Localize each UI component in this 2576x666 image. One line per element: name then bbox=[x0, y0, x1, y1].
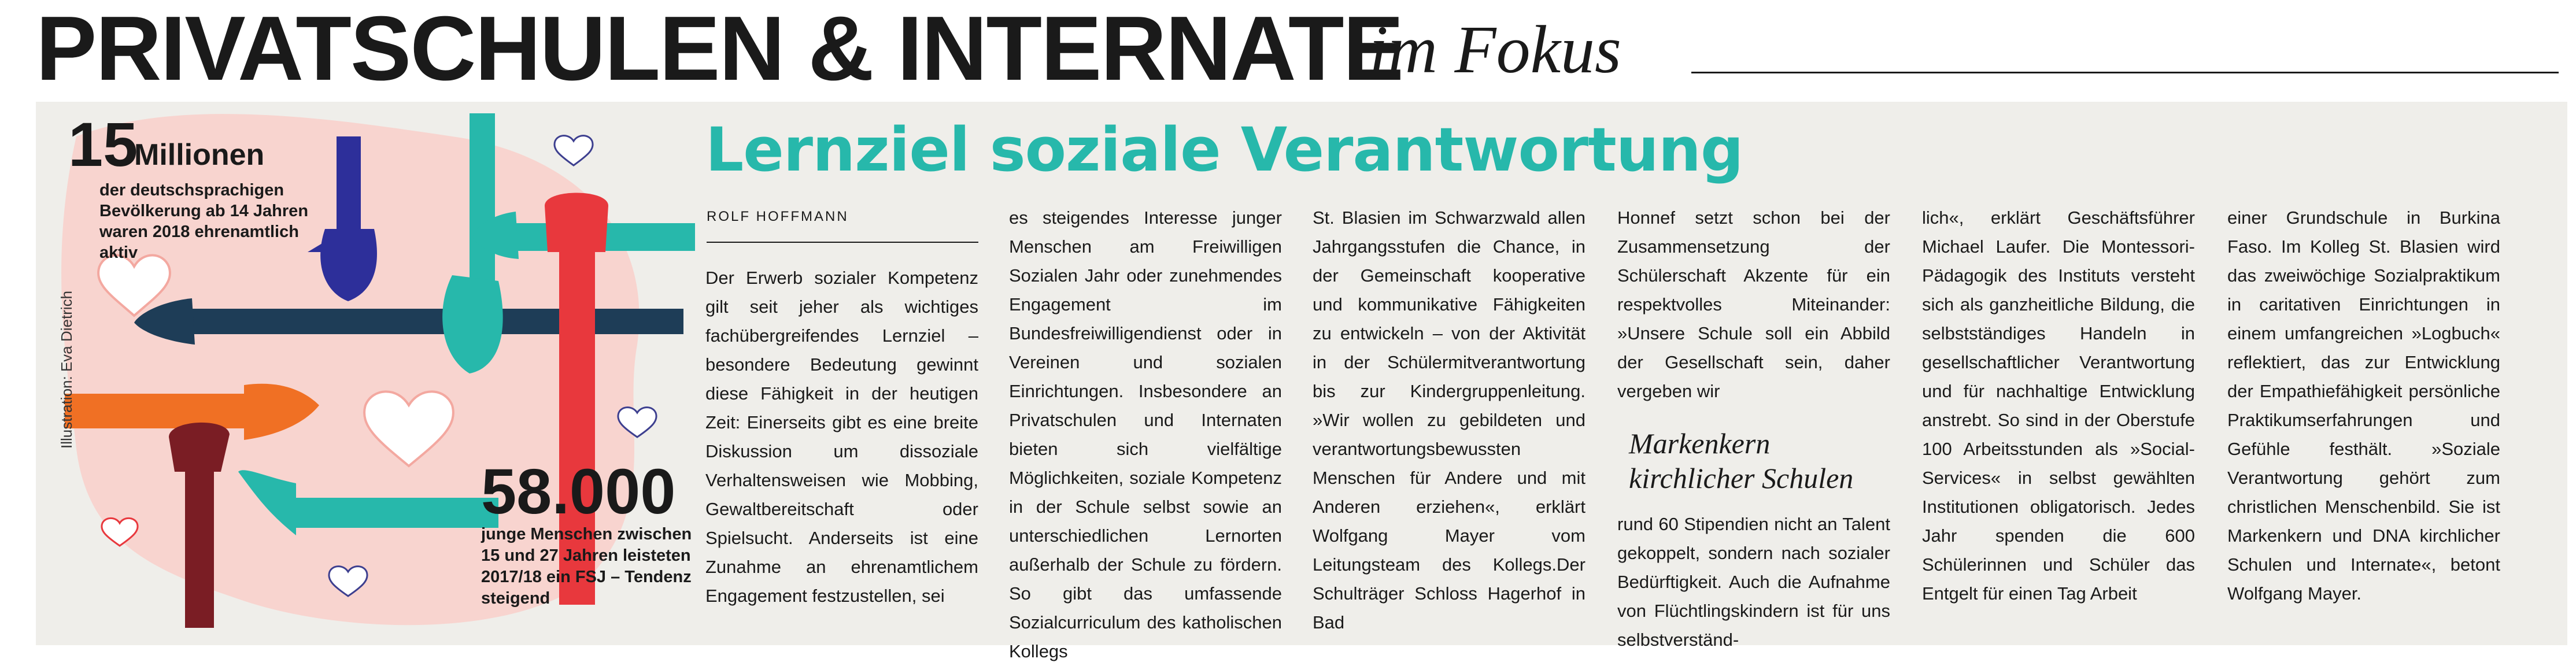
illustration-credit: Illustration: Eva Dietrich bbox=[58, 290, 75, 449]
text-column bbox=[1313, 204, 1585, 637]
heart-icon bbox=[555, 136, 593, 165]
stat-number: 15 bbox=[68, 109, 138, 179]
text-column bbox=[1922, 204, 2195, 608]
page-header bbox=[0, 0, 2576, 98]
stat-unit: Millionen bbox=[134, 138, 265, 172]
byline-rule bbox=[707, 242, 978, 243]
paragraph: Honnef setzt schon bei der Zusammensetzung der Schülerschaft Akzente für ein respektvolles Miteinander: »Unsere Schule soll ein Abbild der Gesellschaft sein, daher vergeben wir bbox=[1617, 208, 1890, 401]
paragraph: St. Blasien im Schwarzwald allen Jahrgangsstufen die Chance, in der Gemeinschaft kooperative und kommunikative Fähigkeiten zu entwickeln – von der Aktivität in der Schülermitverantwortung bis zur Kindergruppenleitung. »Wir wollen zu gebildeten und verantwortungsbewussten Menschen für Andere und mit Anderen erziehen«, erklärt Wolfgang Mayer vom Leitungsteam des Kollegs.Der Schulträger Schloss Hagerhof in Bad bbox=[1313, 208, 1585, 632]
text-column bbox=[1617, 204, 1890, 654]
section-title: PRIVATSCHULEN & INTERNATE bbox=[36, 0, 1403, 99]
paragraph: lich«, erklärt Geschäftsführer Michael Laufer. Die Montessori-Pädagogik des Instituts versteht sich als ganzheitliche Bildung, die selbstständiges Handeln in gesellschaftlicher Verantwortung und für nachhaltige Entwicklung anstrebt. So sind in der Oberstufe 100 Arbeitsstunden als »Social-Services« in selbst gewählten Institutionen obligatorisch. Jedes Jahr spenden die 600 Schülerinnen und Schüler das Entgelt für einen Tag Arbeit bbox=[1922, 208, 2195, 604]
article-subhead: Markenkern kirchlicher Schulen bbox=[1629, 427, 1854, 494]
paragraph: rund 60 Stipendien nicht an Talent gekoppelt, sondern nach sozialer Bedürftigkeit. Auch die Aufnahme von Flüchtlingskindern ist für uns selbstverständ- bbox=[1617, 514, 1890, 650]
illustration bbox=[36, 102, 718, 645]
stat-number: 58.000 bbox=[481, 456, 676, 527]
article-panel bbox=[36, 102, 2567, 661]
text-column bbox=[705, 264, 978, 610]
paragraph: Der Erwerb sozialer Kompetenz gilt seit jeher als wichtiges fachübergreifendes Lernziel – besondere Bedeutung gewinnt diese Fähigkeit in der heutigen Zeit: Einerseits gibt es eine breite Diskussion um dissoziale Verhaltensweisen wie Mobbing, Gewaltbereitschaft oder Spielsucht. Anderseits ist eine Zunahme an ehrenamtlichem Engagement festzustellen, sei bbox=[705, 268, 978, 606]
article-byline: ROLF HOFFMANN bbox=[707, 209, 849, 224]
text-column bbox=[1009, 204, 1282, 666]
paragraph: einer Grundschule in Burkina Faso. Im Kolleg St. Blasien wird das zweiwöchige Sozialpraktikum in caritativen Einrichtungen in einem umfangreichen »Logbuch« reflektiert, das zur Entwicklung der Empathiefähigkeit persönliche Praktikumserfahrungen und Gefühle festhält. »Soziale Verantwortung gehört zum christlichen Menschenbild. Sie ist Markenkern und DNA kirchlicher Schulen und Internate«, betont Wolfgang Mayer. bbox=[2227, 208, 2500, 604]
header-rule bbox=[1691, 72, 2559, 73]
paragraph: es steigendes Interesse junger Menschen am Freiwilligen Sozialen Jahr oder zunehmendes Engagement im Bundesfreiwilligendienst oder in Vereinen und sozialen Einrichtungen. Insbesondere an Privatschulen und Internaten bieten sich vielfältige Möglichkeiten, soziale Kompetenz in der Schule selbst sowie an unterschiedlichen Lernorten außerhalb der Schule zu fördern. So gibt das umfassende Sozialcurriculum des katholischen Kollegs bbox=[1009, 208, 1282, 661]
text-column bbox=[2227, 204, 2500, 608]
section-subtitle: im Fokus bbox=[1369, 12, 1621, 87]
stat-text: junge Menschen zwischen 15 und 27 Jahren leisteten 2017/18 ein FSJ – Tendenz steigend bbox=[481, 525, 692, 608]
stat-text: der deutschsprachigen Bevölkerung ab 14 Jahren waren 2018 ehrenamtlich aktiv bbox=[99, 181, 309, 262]
article-headline: Lernziel soziale Verantwortung bbox=[705, 114, 1743, 185]
